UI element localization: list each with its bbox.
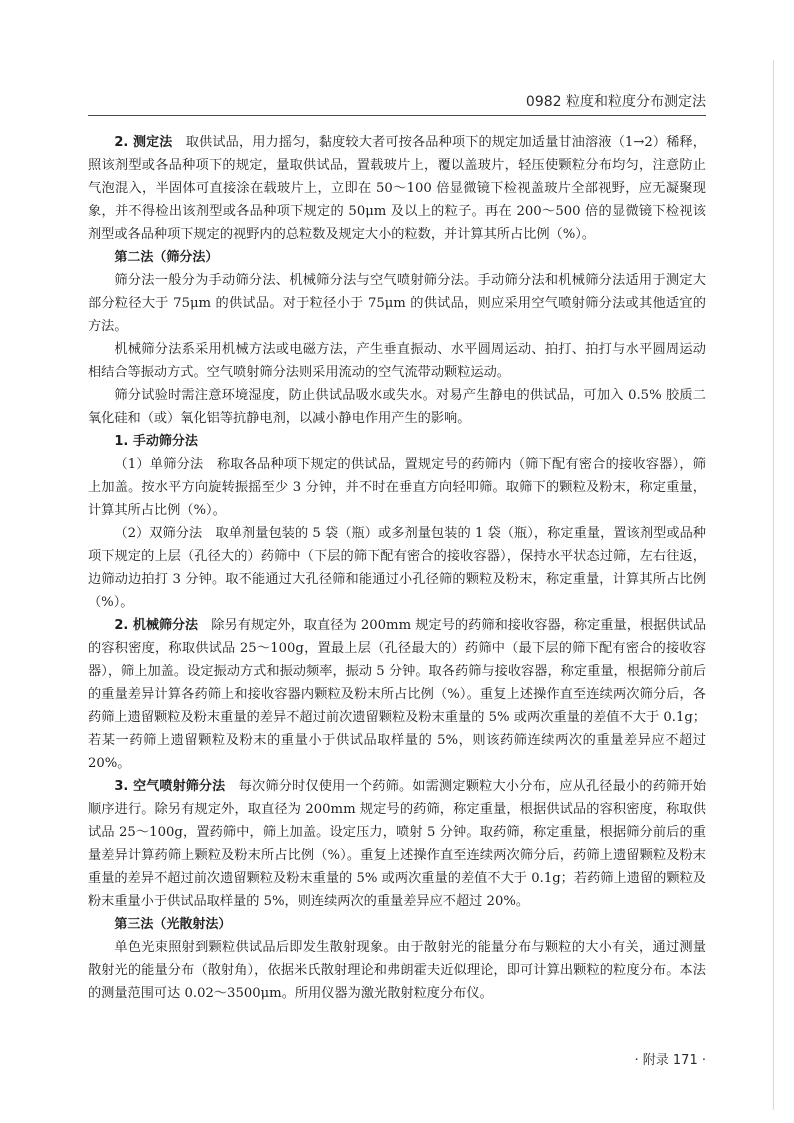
microscope-text: 取供试品，用力摇匀，黏度较大者可按各品种项下的规定加适量甘油溶液（1→2）稀释，照该剂型或各品种项下的规定，量取供试品，置载玻片上，覆以盖玻片，轻压使颗粒分布均匀，注意防止气泡混入，半固体可直接涂在载玻片上，立即在 50～100 倍显微镜下检视盖玻片全部视野，应无凝聚现象，并不得检出该剂型或各品种项下规定的 50μm 及以上的粒子。再在 200～500 倍的显微镜下检视该剂型或各品种项下规定的视野内的总粒数及规定大小的粒数，并计算其所占比例（%）。 — [88, 135, 706, 242]
heading-manual-sieve — [88, 430, 706, 453]
heading-method-3 — [88, 913, 706, 936]
paragraph-microscope-method — [88, 131, 706, 246]
subheading-mechanical-sieve: 2. 机械筛分法 — [114, 618, 199, 633]
heading-method-2 — [88, 246, 706, 269]
heading-method-3-label: 第三法（光散射法） — [114, 917, 232, 932]
mechanical-sieve-text: 除另有规定外，取直径为 200mm 规定号的药筛和接收容器，称定重量，根据供试品的容积密度，称取供试品 25～100g，置最上层（孔径最大的）药筛中（最下层的筛下配有密合的接收容器），筛上加盖。设定振动方式和振动频率，振动 5 分钟。取各药筛与接收容器，称定重量，根据筛分前后的重量差异计算各药筛上和接收容器内颗粒及粉末所占比例（%）。重复上述操作直至连续两次筛分后，各药筛上遗留颗粒及粉末重量的差异不超过前次遗留颗粒及粉末重量的 5% 或两次重量的差值不大于 0.1g；若某一药筛上遗留颗粒及粉末的重量小于供试品取样量的 5%，则该药筛连续两次的重量差异应不超过 20%。 — [88, 618, 707, 771]
paragraph-double-sieve: （2）双筛分法 取单剂量包装的 5 袋（瓶）或多剂量包装的 1 袋（瓶），称定重量，置该剂型或品种项下规定的上层（孔径大的）药筛中（下层的筛下配有密合的接收容器），保持水平状态过筛，左右往返，边筛动边拍打 3 分钟。取不能通过大孔径筛和能通过小孔径筛的颗粒及粉末，称定重量，计算其所占比例（%）。 — [88, 526, 706, 610]
page-number: · 附录 171 · — [634, 1053, 706, 1068]
paragraph-sieve-intro: 筛分法一般分为手动筛分法、机械筛分法与空气喷射筛分法。手动筛分法和机械筛分法适用于测定大部分粒径大于 75μm 的供试品。对于粒径小于 75μm 的供试品，则应采用空气喷射筛分法或其他适宜的方法。 — [88, 273, 706, 334]
paragraph-mechanical-sieve — [88, 614, 706, 775]
paragraph-humidity: 筛分试验时需注意环境湿度，防止供试品吸水或失水。对易产生静电的供试品，可加入 0.5% 胶质二氧化硅和（或）氧化铝等抗静电剂，以减小静电作用产生的影响。 — [88, 388, 706, 426]
paragraph-light-scattering: 单色光束照射到颗粒供试品后即发生散射现象。由于散射光的能量分布与颗粒的大小有关，通过测量散射光的能量分布（散射角），依据米氏散射理论和弗朗霍夫近似理论，即可计算出颗粒的粒度分布。本法的测量范围可达 0.02～3500μm。所用仪器为激光散射粒度分布仪。 — [88, 940, 706, 1001]
paragraph-mechanical-intro: 机械筛分法系采用机械方法或电磁方法，产生垂直振动、水平圆周运动、拍打、拍打与水平圆周运动相结合等振动方式。空气喷射筛分法则采用流动的空气流带动颗粒运动。 — [88, 342, 706, 380]
heading-manual-sieve-label: 1. 手动筛分法 — [114, 434, 198, 449]
paragraph-single-sieve: （1）单筛分法 称取各品种项下规定的供试品，置规定号的药筛内（筛下配有密合的接收容器），筛上加盖。按水平方向旋转振摇至少 3 分钟，并不时在垂直方向轻叩筛。取筛下的颗粒及粉末，称定重量，计算其所占比例（%）。 — [88, 457, 706, 518]
paragraph-air-jet-sieve — [88, 775, 706, 913]
subheading-air-jet-sieve: 3. 空气喷射筛分法 — [114, 779, 226, 794]
heading-method-2-label: 第二法（筛分法） — [114, 250, 219, 265]
subheading-measurement: 2. 测定法 — [114, 135, 173, 150]
running-header: 0982 粒度和粒度分布测定法 — [525, 94, 706, 110]
header-rule — [88, 115, 706, 116]
binding-edge-line — [773, 60, 774, 1110]
page-body — [88, 131, 706, 1005]
air-jet-sieve-text: 每次筛分时仅使用一个药筛。如需测定颗粒大小分布，应从孔径最小的药筛开始顺序进行。除另有规定外，取直径为 200mm 规定号的药筛，称定重量，根据供试品的容积密度，称取供试品 25～100g，置药筛中，筛上加盖。设定压力，喷射 5 分钟。取药筛，称定重量，根据筛分前后的重量差异计算药筛上颗粒及粉末所占比例（%）。重复上述操作直至连续两次筛分后，药筛上遗留颗粒及粉末重量的差异不超过前次遗留颗粒及粉末重量的 5% 或两次重量的差值不大于 0.1g；若药筛上遗留的颗粒及粉末重量小于供试品取样量的 5%，则连续两次的重量差异应不超过 20%。 — [88, 779, 707, 909]
